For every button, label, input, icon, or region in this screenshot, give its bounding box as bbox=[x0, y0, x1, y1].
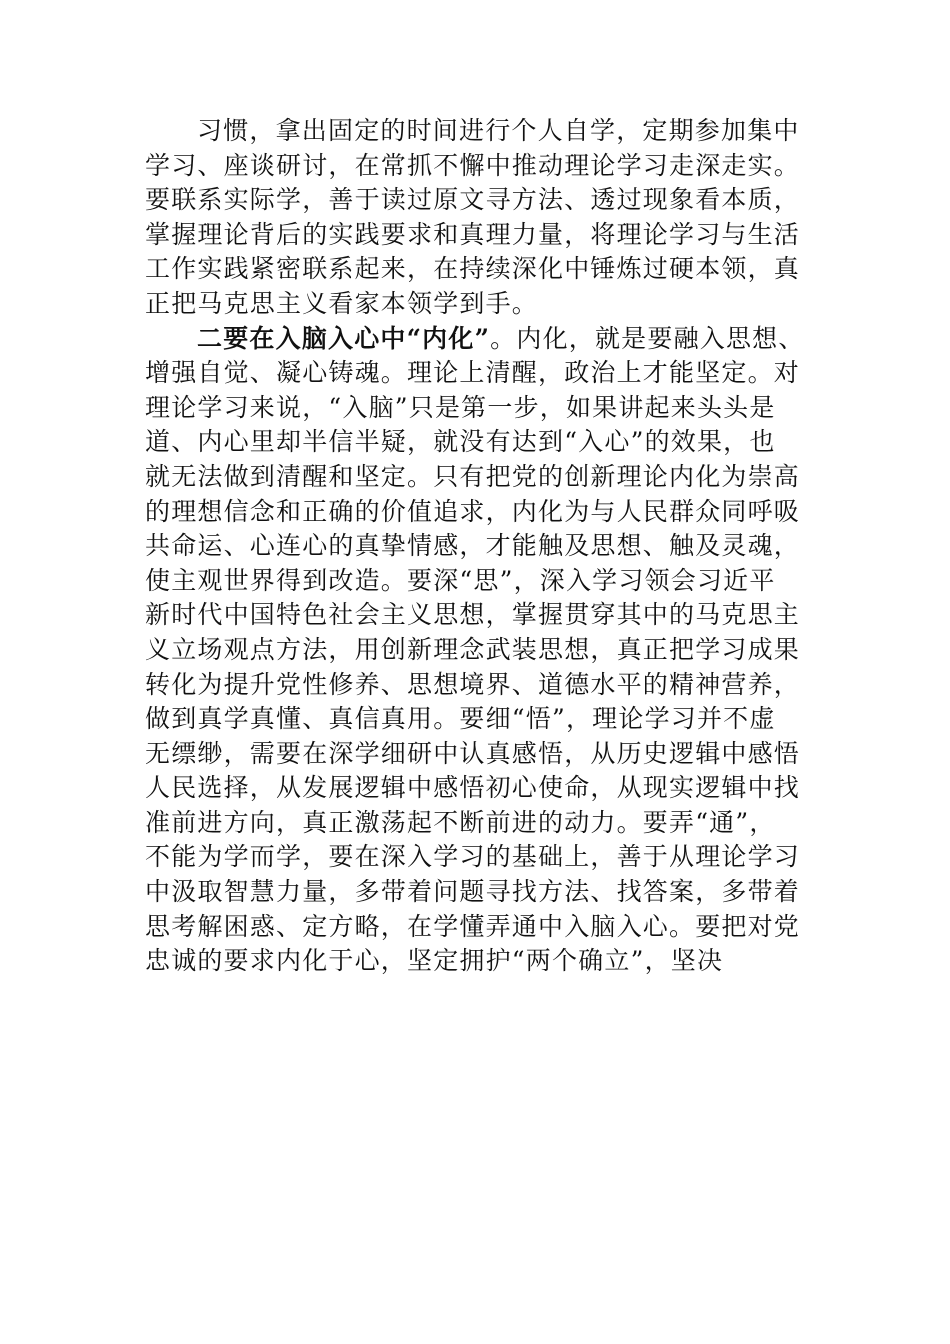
text-line: 工作实践紧密联系起来，在持续深化中锤炼过硬本领，真 bbox=[145, 254, 801, 284]
heading-line-rest: 。内化，就是要融入思想、 bbox=[490, 323, 805, 353]
text-line: 使主观世界得到改造。要深“思”，深入学习领会习近平 bbox=[145, 565, 776, 595]
text-line: 共命运、心连心的真挚情感，才能触及思想、触及灵魂， bbox=[145, 531, 801, 561]
text-line: 人民选择，从发展逻辑中感悟初心使命，从现实逻辑中找 bbox=[145, 773, 801, 803]
text-line: 新时代中国特色社会主义思想，掌握贯穿其中的马克思主 bbox=[145, 600, 801, 630]
text-line bbox=[145, 322, 820, 357]
paragraph-1 bbox=[145, 114, 820, 322]
text-line: 道、内心里却半信半疑，就没有达到“入心”的效果，也 bbox=[145, 427, 776, 457]
text-line: 正把马克思主义看家本领学到手。 bbox=[145, 288, 539, 318]
text-line: 不能为学而学，要在深入学习的基础上，善于从理论学习 bbox=[145, 842, 801, 872]
text-line: 准前进方向，真正激荡起不断前进的动力。要弄“通”， bbox=[145, 807, 776, 837]
text-line: 掌握理论背后的实践要求和真理力量，将理论学习与生活 bbox=[145, 219, 801, 249]
paragraph-heading: 二要在入脑入心中“内化” bbox=[197, 323, 491, 353]
text-line: 中汲取智慧力量，多带着问题寻找方法、找答案，多带着 bbox=[145, 877, 801, 907]
text-line: 义立场观点方法，用创新理念武装思想，真正把学习成果 bbox=[145, 634, 801, 664]
text-line: 忠诚的要求内化于心，坚定拥护“两个确立”，坚决 bbox=[145, 946, 724, 976]
text-line: 思考解困惑、定方略，在学懂弄通中入脑入心。要把对党 bbox=[145, 911, 801, 941]
paragraph-2 bbox=[145, 322, 820, 979]
text-line: 做到真学真懂、真信真用。要细“悟”，理论学习并不虚 bbox=[145, 704, 776, 734]
body-text bbox=[145, 114, 820, 979]
text-line: 无缥缈，需要在深学细研中认真感悟，从历史逻辑中感悟 bbox=[145, 738, 801, 768]
text-line: 习惯，拿出固定的时间进行个人自学，定期参加集中 bbox=[197, 116, 800, 145]
text-line: 增强自觉、凝心铸魂。理论上清醒，政治上才能坚定。对 bbox=[145, 358, 801, 388]
text-line: 学习、座谈研讨，在常抓不懈中推动理论学习走深走实。 bbox=[145, 150, 801, 180]
text-line: 转化为提升党性修养、思想境界、道德水平的精神营养， bbox=[145, 669, 801, 699]
text-line: 理论学习来说，“入脑”只是第一步，如果讲起来头头是 bbox=[145, 392, 776, 422]
text-line: 的理想信念和正确的价值追求，内化为与人民群众同呼吸 bbox=[145, 496, 801, 526]
text-line: 就无法做到清醒和坚定。只有把党的创新理论内化为崇高 bbox=[145, 461, 801, 491]
text-line: 要联系实际学，善于读过原文寻方法、透过现象看本质， bbox=[145, 185, 801, 215]
